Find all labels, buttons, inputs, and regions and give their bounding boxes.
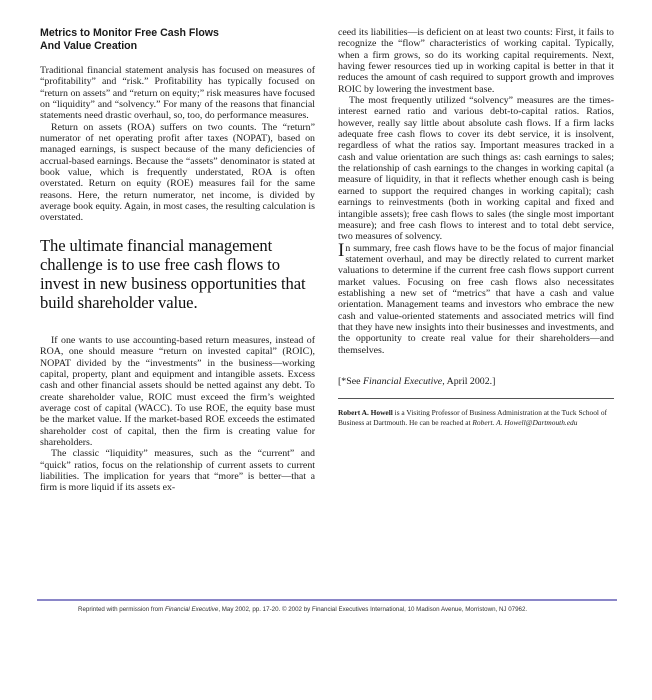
paragraph-solvency: The most frequently utilized “solvency” measures are the times-interest earned ratio and various debt-to-capital ratios. Ratios, however, really say little about absolute cash flows. If a firm lacks adequate free cash flows to cover its debt service, it is insolvent, regardless of what the ratios say. Important measures tracked in a cash and value orientation are such things as: cash earnings to sales; the relationship of cash earnings to the changes in working capital (a measure of liquidity, in that it reflects whether enough cash is being earned to support the required changes in working capital); cash earnings to reinvestments (both in working capital and fixed and intangible assets); free cash flows to sales (the single most important measure); and free cash flows to interest and to total debt service, two measures of solvency.: [338, 95, 614, 243]
right-column: [338, 27, 614, 427]
author-bio: Robert A. Howell is a Visiting Professor of Business Administration at the Tuck School of Business at Dartmouth. He can be reached at Robert. A. Howell@Dartmouth.edu: [338, 407, 607, 427]
paragraph-liquidity-cont: ceed its liabilities—is deficient on at least two counts: First, it fails to recognize the “flow” characteristics of working capital. Typically, when a firm grows, so do its working capital requirements. Next, having fewer resources tied up in working capital is better in that it reduces the amount of cash required to support growth and improves ROIC by lowering the investment base.: [338, 27, 614, 95]
paragraph-intro: Traditional financial statement analysis has focused on measures of “profitability” and “risk.” Profitability has typically focused on “return on assets” and “return on equity;” risk measures have focused on “liquidity” and “solvency.” For many of the reasons that financial statements need drastic overhaul, so, too, do performance measures.: [40, 65, 315, 122]
paragraph-liquidity: The classic “liquidity” measures, such as the “current” and “quick” ratios, focus on the relationship of current assets to current liabilities. The implication for years that “more” is better—that a firm is more liquid if its assets ex-: [40, 448, 315, 494]
drop-cap: I: [338, 239, 345, 261]
paragraph-roa: Return on assets (ROA) suffers on two counts. The “return” numerator of net operating profit after taxes (NOPAT), based on managed earnings, is suspect because of the many deficiencies of accrual-based earnings. Because the “assets” denominator is stated at book value, which is frequently understated, ROA is often overstated. Return on equity (ROE) measures fail for the same reasons. Here, the return numerator, net income, is divided by average book equity. Again, in most cases, the resulting calculation is overstated.: [40, 121, 315, 224]
source-note: [*See Financial Executive, April 2002.]: [338, 376, 614, 399]
paragraph-roic: If one wants to use accounting-based return measures, instead of ROA, one should measure “return on invested capital” (ROIC), NOPAT divided by the “investments” in the business—working capital, property, plant and equipment and intangible assets. Excess cash and other financial assets should be netted against any debt. To create shareholder value, ROIC must exceed the firm’s weighted average cost of capital (WACC). To use ROE, the equity base must be the market value. If the market-based ROE exceeds the estimated shareholder cost of capital, then the firm is creating value for shareholders.: [40, 334, 315, 448]
reprint-footer: Reprinted with permission from Financial Executive, May 2002, pp. 17-20. © 2002 by Financial Executives International, 10 Madison Avenue, Morristown, NJ 07962.: [78, 606, 528, 613]
paragraph-summary: In summary, free cash flows have to be the focus of major financial statement overhaul, and may be directly related to current market valuations to determine if the current free cash flows support current market values. Focusing on free cash flows also necessitates establishing a new set of “metrics” that have a cash and value orientation. Management teams and investors who embrace the new cash and value-oriented statements and associated metrics will find that they have new insights into their businesses and investments, and the opportunity to create real value for their shareholders—and themselves.: [338, 239, 614, 356]
article-title: Metrics to Monitor Free Cash Flows And Value Creation: [40, 27, 219, 52]
author-email[interactable]: Robert. A. Howell@Dartmouth.edu: [472, 417, 578, 427]
footer-divider: [37, 599, 617, 601]
pull-quote: The ultimate financial management challenge is to use free cash flows to invest in new business opportunities that build shareholder value.: [40, 235, 306, 312]
left-column: [40, 27, 315, 494]
